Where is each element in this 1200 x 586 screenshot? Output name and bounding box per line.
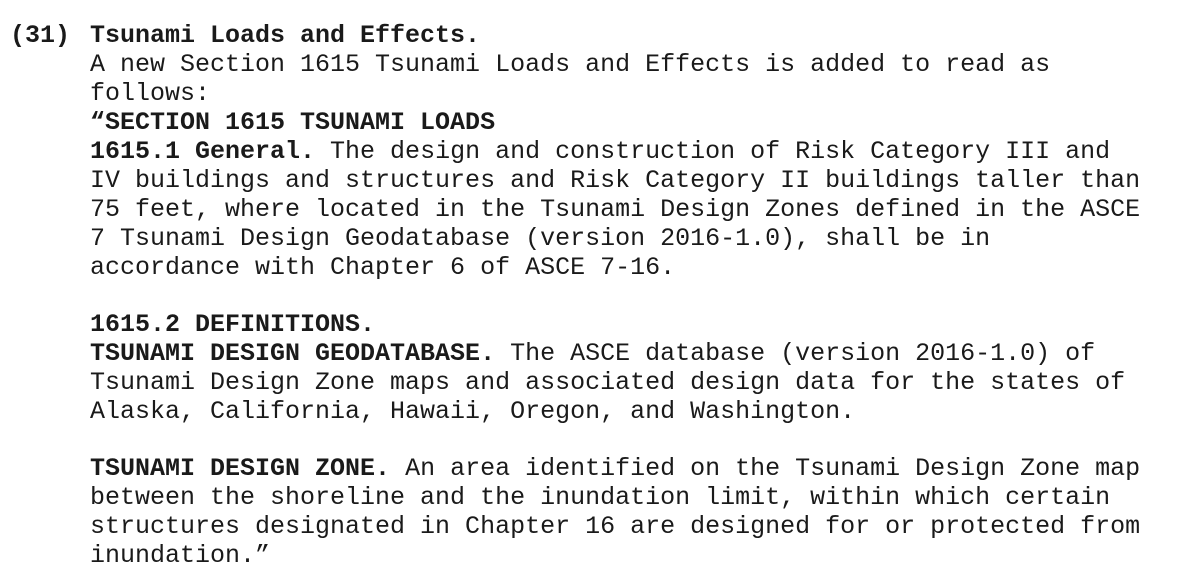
- general-paragraph-line-2: IV buildings and structures and Risk Category II buildings taller than: [90, 166, 1141, 195]
- general-paragraph-line-4: 7 Tsunami Design Geodatabase (version 2016-1.0), shall be in: [90, 224, 991, 253]
- design-zone-term: TSUNAMI DESIGN ZONE.: [90, 454, 391, 483]
- section-header: [10, 21, 1190, 50]
- section-title: Tsunami Loads and Effects.: [90, 21, 481, 50]
- general-label: 1615.1 General.: [90, 137, 316, 166]
- section-heading: “SECTION 1615 TSUNAMI LOADS: [90, 108, 496, 137]
- geodatabase-term: TSUNAMI DESIGN GEODATABASE.: [90, 339, 496, 368]
- section-number: (31): [10, 21, 71, 50]
- geodatabase-definition-line-1: [90, 339, 1190, 368]
- design-zone-definition-line-2: between the shoreline and the inundation limit, within which certain: [90, 483, 1111, 512]
- design-zone-definition-line-3: structures designated in Chapter 16 are designed for or protected from: [90, 512, 1141, 541]
- intro-line-1: A new Section 1615 Tsunami Loads and Effects is added to read as: [90, 50, 1051, 79]
- general-paragraph-line-5: accordance with Chapter 6 of ASCE 7-16.: [90, 253, 676, 282]
- paragraph-spacer: [90, 426, 1190, 454]
- document-body: [10, 21, 1190, 570]
- geodatabase-definition-line-3: Alaska, California, Hawaii, Oregon, and Washington.: [90, 397, 856, 426]
- design-zone-first-line-text: An area identified on the Tsunami Design Zone map: [390, 454, 1141, 483]
- general-paragraph-line-3: 75 feet, where located in the Tsunami Design Zones defined in the ASCE: [90, 195, 1141, 224]
- definitions-heading: 1615.2 DEFINITIONS.: [90, 310, 376, 339]
- design-zone-definition-line-4: inundation.”: [90, 541, 271, 570]
- paragraph-spacer: [90, 282, 1190, 310]
- general-first-line-text: The design and construction of Risk Category III and: [315, 137, 1111, 166]
- general-paragraph-line-1: [90, 137, 1190, 166]
- intro-line-2: follows:: [90, 79, 211, 108]
- design-zone-definition-line-1: [90, 454, 1190, 483]
- geodatabase-first-line-text: The ASCE database (version 2016-1.0) of: [495, 339, 1096, 368]
- section-content: [90, 50, 1190, 570]
- geodatabase-definition-line-2: Tsunami Design Zone maps and associated design data for the states of: [90, 368, 1126, 397]
